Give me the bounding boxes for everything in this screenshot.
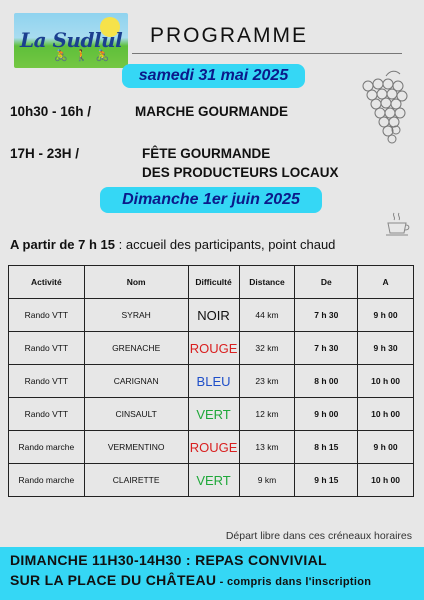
cell-de: 7 h 30 — [295, 299, 358, 332]
cell-distance: 44 km — [239, 299, 295, 332]
footer-banner — [0, 547, 424, 600]
saturday-date-banner: samedi 31 mai 2025 — [122, 64, 305, 88]
logo-text: La Sudlul — [20, 28, 123, 52]
coffee-cup-icon — [382, 210, 412, 240]
cell-a: 10 h 00 — [358, 464, 414, 497]
cell-activite: Rando marche — [9, 464, 85, 497]
header-de: De — [295, 266, 358, 299]
event-time-1: 10h30 - 16h / — [10, 104, 92, 119]
cell-de: 8 h 15 — [295, 431, 358, 464]
cell-distance: 32 km — [239, 332, 295, 365]
table-row — [9, 431, 414, 464]
table-row — [9, 464, 414, 497]
cell-a: 9 h 00 — [358, 299, 414, 332]
cell-activite: Rando VTT — [9, 398, 85, 431]
cell-nom: CLAIRETTE — [84, 464, 188, 497]
logo — [14, 13, 128, 68]
table-row — [9, 332, 414, 365]
footer-line-1: DIMANCHE 11H30-14H30 : REPAS CONVIVIAL — [10, 552, 327, 568]
cell-difficulte: VERT — [188, 464, 239, 497]
cell-nom: GRENACHE — [84, 332, 188, 365]
cell-difficulte: ROUGE — [188, 332, 239, 365]
header-activite: Activité — [9, 266, 85, 299]
cell-difficulte: NOIR — [188, 299, 239, 332]
cell-de: 8 h 00 — [295, 365, 358, 398]
departure-note: Départ libre dans ces créneaux horaires — [225, 530, 412, 542]
cell-difficulte: BLEU — [188, 365, 239, 398]
cyclists-icon: 🚴 🚶 🚴 — [54, 50, 112, 62]
cell-nom: CINSAULT — [84, 398, 188, 431]
event-label-2: FÊTE GOURMANDE — [142, 146, 271, 161]
cell-a: 9 h 30 — [358, 332, 414, 365]
cell-activite: Rando VTT — [9, 332, 85, 365]
cell-activite: Rando VTT — [9, 365, 85, 398]
accueil-time: A partir de 7 h 15 — [10, 237, 115, 252]
table-row — [9, 365, 414, 398]
footer-line-2-main: SUR LA PLACE DU CHÂTEAU — [10, 572, 217, 588]
event-time-2: 17H - 23H / — [10, 146, 80, 161]
header-a: A — [358, 266, 414, 299]
footer-line-2 — [10, 572, 371, 588]
cell-difficulte: ROUGE — [188, 431, 239, 464]
page-title: PROGRAMME — [150, 24, 309, 47]
event-label-2b: DES PRODUCTEURS LOCAUX — [142, 165, 339, 180]
routes-table — [8, 265, 414, 497]
cell-a: 10 h 00 — [358, 398, 414, 431]
table-header-row — [9, 266, 414, 299]
cell-distance: 9 km — [239, 464, 295, 497]
cell-de: 9 h 00 — [295, 398, 358, 431]
cell-de: 9 h 15 — [295, 464, 358, 497]
cell-nom: VERMENTINO — [84, 431, 188, 464]
cell-distance: 23 km — [239, 365, 295, 398]
cell-distance: 13 km — [239, 431, 295, 464]
cell-nom: SYRAH — [84, 299, 188, 332]
header-nom: Nom — [84, 266, 188, 299]
table-row — [9, 299, 414, 332]
event-label-1: MARCHE GOURMANDE — [135, 104, 288, 119]
cell-a: 9 h 00 — [358, 431, 414, 464]
table-row — [9, 398, 414, 431]
cell-activite: Rando VTT — [9, 299, 85, 332]
cell-de: 7 h 30 — [295, 332, 358, 365]
cell-a: 10 h 00 — [358, 365, 414, 398]
accueil-description: : accueil des participants, point chaud — [115, 237, 336, 252]
cell-nom: CARIGNAN — [84, 365, 188, 398]
accueil-text — [10, 237, 335, 252]
header-difficulte: Difficulté — [188, 266, 239, 299]
footer-line-2-small: - compris dans l'inscription — [216, 576, 372, 588]
cell-difficulte: VERT — [188, 398, 239, 431]
header-distance: Distance — [239, 266, 295, 299]
cell-activite: Rando marche — [9, 431, 85, 464]
cell-distance: 12 km — [239, 398, 295, 431]
sunday-date-banner: Dimanche 1er juin 2025 — [100, 187, 322, 213]
title-divider — [132, 53, 402, 54]
grapes-icon — [356, 68, 412, 148]
